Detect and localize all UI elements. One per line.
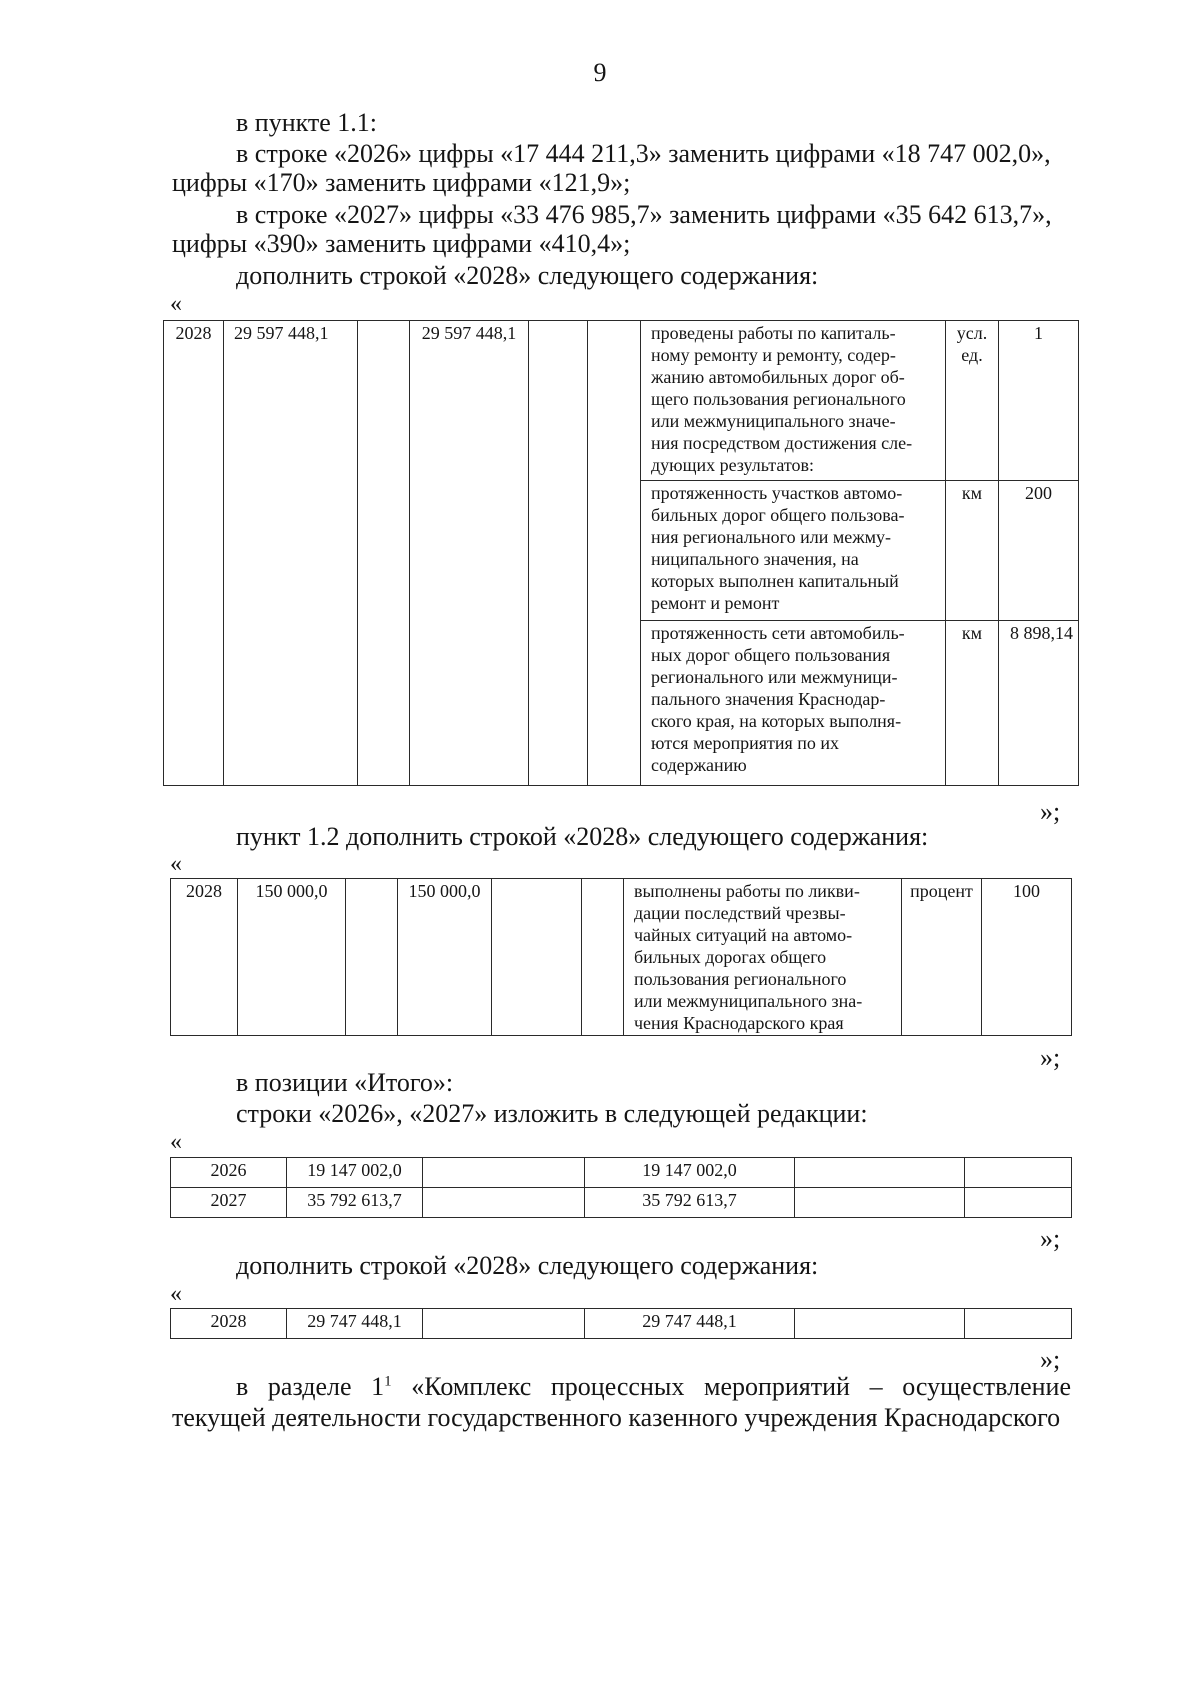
open-quote: « — [170, 1281, 182, 1307]
empty-cell — [423, 1309, 585, 1339]
section-number: $1^1$ — [371, 1372, 392, 1401]
paragraph-2027-line1: в строке «2027» цифры «33 476 985,7» заменить цифрами «35 642 613,7», — [236, 200, 1052, 229]
paragraph-2026-line1: в строке «2026» цифры «17 444 211,3» заменить цифрами «18 747 002,0», — [236, 139, 1051, 168]
year-cell: 2028 — [171, 879, 238, 1036]
table-2028-item-1-1 — [163, 320, 1079, 786]
paragraph-2026-line2: цифры «170» заменить цифрами «121,9»; — [172, 168, 631, 197]
word: осуществление — [902, 1372, 1071, 1401]
result-description: протяженность сети автомобиль- ных дорог общего пользования регионального или межмуници- пального значения Краснодар- ского края, на которых выполня- ются мероприятия по их содержанию — [641, 621, 946, 786]
regional-budget-cell: 150 000,0 — [398, 879, 492, 1036]
paragraph-total-rows: строки «2026», «2027» изложить в следующей редакции: — [236, 1099, 868, 1128]
table-row — [171, 879, 1072, 1036]
regional-budget-cell: 29 747 448,1 — [585, 1309, 795, 1339]
empty-cell — [795, 1309, 965, 1339]
result-description: проведены работы по капиталь- ному ремонту и ремонту, содер- жанию автомобильных дорог об- щего пользования регионального или межмуниципального значе- ния посредством достижения сле- дующих результатов: — [641, 321, 946, 481]
paragraph-total-position: в позиции «Итого»: — [236, 1068, 454, 1097]
empty-cell — [965, 1158, 1072, 1188]
total-cell: 19 147 002,0 — [287, 1158, 423, 1188]
regional-budget-cell: 19 147 002,0 — [585, 1158, 795, 1188]
value-cell: 200 — [999, 481, 1079, 621]
open-quote: « — [170, 1129, 182, 1155]
unit-cell: усл. ед. — [946, 321, 999, 481]
paragraph-section-1-1-line1 — [236, 1372, 1071, 1402]
close-quote: »; — [1040, 1345, 1061, 1374]
close-quote: »; — [1040, 1043, 1061, 1072]
paragraph-2027-line2: цифры «390» заменить цифрами «410,4»; — [172, 229, 631, 258]
table-row — [171, 1158, 1072, 1188]
paragraph-add-2028-total: дополнить строкой «2028» следующего содержания: — [236, 1251, 819, 1280]
total-cell: 35 792 613,7 — [287, 1188, 423, 1218]
empty-cell — [492, 879, 582, 1036]
empty-cell — [588, 321, 641, 786]
close-quote: »; — [1040, 1224, 1061, 1253]
superscript: 1 — [384, 1373, 392, 1390]
word: в — [236, 1372, 249, 1401]
empty-cell — [795, 1188, 965, 1218]
word: «Комплекс — [411, 1372, 532, 1401]
value-cell: 1 — [999, 321, 1079, 481]
value-cell: 100 — [982, 879, 1072, 1036]
year-cell: 2028 — [164, 321, 224, 786]
total-cell: 29 747 448,1 — [287, 1309, 423, 1339]
empty-cell — [423, 1188, 585, 1218]
table-total-2026-2027 — [170, 1157, 1072, 1218]
empty-cell — [423, 1158, 585, 1188]
year-cell: 2027 — [171, 1188, 287, 1218]
empty-cell — [529, 321, 588, 786]
word: – — [869, 1372, 883, 1401]
word: процессных — [550, 1372, 685, 1401]
open-quote: « — [170, 851, 182, 877]
unit-cell: км — [946, 621, 999, 786]
word: мероприятий — [703, 1372, 850, 1401]
empty-cell — [965, 1309, 1072, 1339]
year-cell: 2026 — [171, 1158, 287, 1188]
open-quote: « — [170, 291, 182, 317]
close-quote: »; — [1040, 797, 1061, 826]
regional-budget-cell: 35 792 613,7 — [585, 1188, 795, 1218]
page-number: 9 — [593, 58, 607, 87]
table-row — [171, 1309, 1072, 1339]
table-row — [164, 321, 1079, 481]
empty-cell — [582, 879, 624, 1036]
value-cell: 8 898,14 — [999, 621, 1079, 786]
table-2028-item-1-2 — [170, 878, 1072, 1036]
result-description: протяженность участков автомо- бильных дорог общего пользова- ния регионального или межму- ниципального значения, на которых выполнен капитальный ремонт и ремонт — [641, 481, 946, 621]
total-cell: 29 597 448,1 — [224, 321, 358, 786]
result-description: выполнены работы по ликви- дации последствий чрезвы- чайных ситуаций на автомо- бильных дорогах общего пользования регионального или межмуниципального зна- чения Краснодарского края — [624, 879, 902, 1036]
empty-cell — [358, 321, 410, 786]
table-row — [171, 1188, 1072, 1218]
unit-cell: км — [946, 481, 999, 621]
empty-cell — [346, 879, 398, 1036]
paragraph-add-2028: дополнить строкой «2028» следующего содержания: — [236, 261, 819, 290]
year-cell: 2028 — [171, 1309, 287, 1339]
word: разделе — [267, 1372, 352, 1401]
paragraph-item-1-2: пункт 1.2 дополнить строкой «2028» следующего содержания: — [236, 822, 929, 851]
paragraph-section-1-1-line2: текущей деятельности государственного казенного учреждения Краснодарского — [172, 1403, 1061, 1432]
unit-cell: процент — [902, 879, 982, 1036]
table-total-2028 — [170, 1308, 1072, 1339]
empty-cell — [795, 1158, 965, 1188]
regional-budget-cell: 29 597 448,1 — [410, 321, 529, 786]
empty-cell — [965, 1188, 1072, 1218]
total-cell: 150 000,0 — [238, 879, 346, 1036]
paragraph-item-1-1: в пункте 1.1: — [236, 108, 378, 137]
